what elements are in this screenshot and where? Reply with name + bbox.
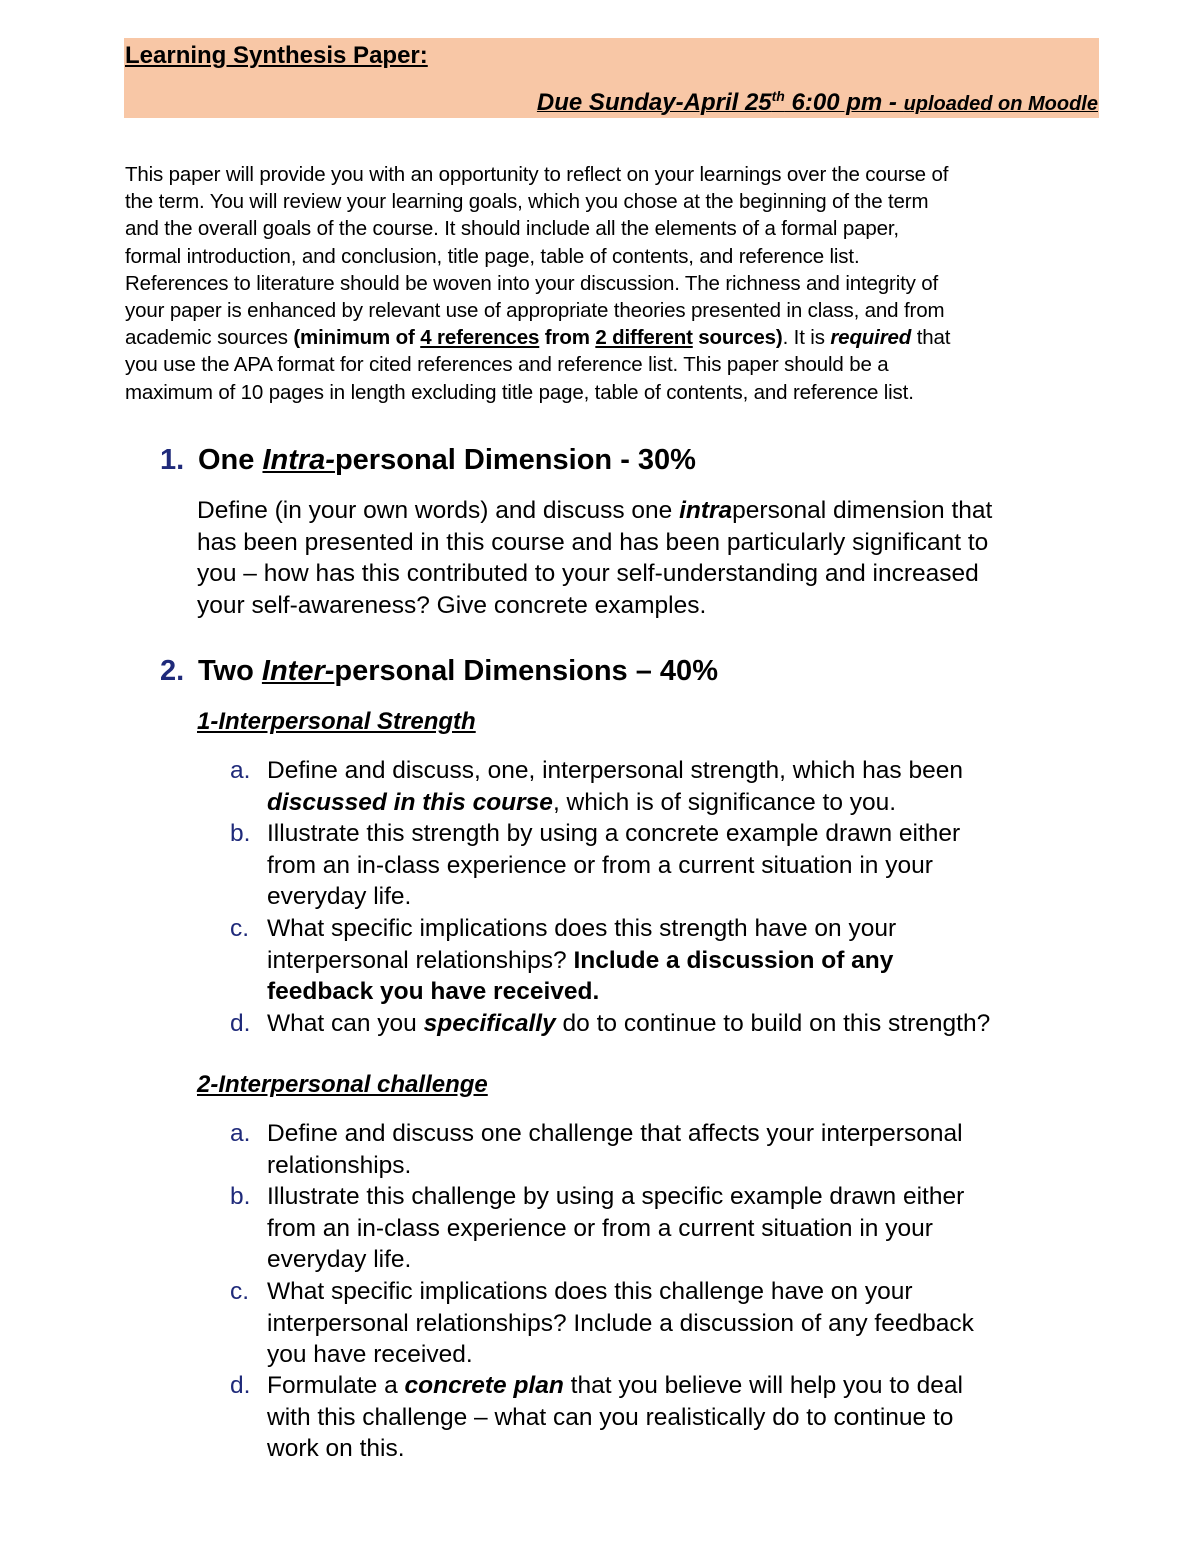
list-line: you have received. [267,1341,473,1368]
section-number: 1. [160,444,185,476]
intro-bold-underline-text: 4 references [420,326,540,350]
list-marker: a. [230,1120,251,1147]
list-line [267,787,963,819]
list-line [267,1370,963,1402]
intro-line: and the overall goals of the course. It should include all the elements of a formal paper, [125,217,899,241]
list-line: from an in-class experience or from a current situation in your [267,851,933,879]
intro-text: . It is [782,326,831,350]
list-marker: d. [230,1372,251,1399]
due-date [537,89,904,116]
list-text: do to continue to build on this strength? [555,1010,991,1037]
list-text: Formulate a [267,1372,405,1399]
list-line: What specific implications does this strength have on your [267,915,897,942]
section-heading-emphasis: Intra- [262,444,335,476]
challenge-subheading: 2-Interpersonal challenge [197,1071,488,1098]
list-item-text [267,755,963,818]
list-bold-italic-text: concrete plan [404,1372,564,1399]
list-item-text [267,818,960,913]
due-date-line [537,88,1098,121]
intro-line: formal introduction, and conclusion, title page, table of contents, and reference list. [125,244,860,268]
list-marker: c. [230,1278,250,1305]
document-title: Learning Synthesis Paper: [125,42,428,69]
list-item-text [267,1118,963,1181]
intro-bold-text: (minimum of [293,326,421,350]
section-number: 2. [160,655,185,687]
list-marker: c. [230,915,250,942]
list-marker: d. [230,1010,251,1037]
list-bold-text: Include a discussion of any [573,946,894,974]
list-item-text [267,1276,974,1371]
list-line: interpersonal relationships? Include a discussion of any feedback [267,1309,974,1337]
intro-paragraph [125,161,1100,406]
intro-line: References to literature should be woven into your discussion. The richness and integrity of [125,271,939,295]
list-line: relationships. [267,1151,412,1179]
section-heading-text: personal Dimensions – 40% [334,655,718,687]
intro-line: This paper will provide you with an opportunity to reflect on your learnings over the course of [125,163,949,186]
list-text: , which is of significance to you. [552,788,897,816]
list-line: everyday life. [267,883,412,910]
intro-bold-italic-text: required [830,326,912,350]
list-item-text [267,1181,964,1276]
due-date-text: Due Sunday-April 25 [536,89,772,116]
body-text: personal dimension that [732,497,993,524]
section-2-heading [160,654,718,688]
list-bold-italic-text: specifically [423,1010,556,1037]
list-marker: b. [230,820,251,847]
list-line: everyday life. [267,1246,412,1273]
body-line [197,495,992,527]
strength-subheading: 1-Interpersonal Strength [197,708,476,735]
body-bold-italic-text: intra [679,497,733,524]
intro-line: the term. You will review your learning goals, which you chose at the beginning of the term [125,190,929,214]
section-heading-text: personal Dimension - 30% [334,444,696,476]
intro-line: maximum of 10 pages in length excluding title page, table of contents, and reference list. [125,380,914,404]
intro-bold-underline-text: 2 different [595,326,693,350]
list-line-bold: feedback you have received. [267,978,600,1005]
section-heading-text: One [198,444,263,476]
list-marker: a. [230,757,251,784]
due-date-suffix: th [771,88,785,104]
section-heading-text: Two [198,655,262,687]
list-line: from an in-class experience or from a current situation in your [267,1214,933,1242]
list-item-text [267,1008,990,1040]
section-heading-emphasis: Inter- [261,655,335,687]
list-line: with this challenge – what can you realistically do to continue to [267,1403,954,1431]
intro-text: that [911,326,951,350]
list-text: interpersonal relationships? [267,946,574,974]
body-text: Define (in your own words) and discuss one [197,497,680,524]
section-1-body [197,495,992,621]
list-line: Define and discuss one challenge that affects your interpersonal [267,1120,963,1147]
body-line: your self-awareness? Give concrete examples. [197,591,707,619]
list-line [267,1008,990,1040]
intro-line: your paper is enhanced by relevant use of appropriate theories presented in class, and from [125,299,945,323]
list-text: What can you [267,1010,424,1037]
body-line: you – how has this contributed to your self-understanding and increased [197,560,979,587]
list-line: Define and discuss, one, interpersonal strength, which has been [267,757,963,784]
list-item-text [267,913,896,1008]
list-marker: b. [230,1183,251,1210]
due-time: 6:00 pm - [784,89,904,116]
intro-line-references [125,324,1100,351]
intro-bold-text: from [539,326,596,350]
section-1-heading [160,443,696,477]
list-line [267,945,896,977]
list-bold-italic-text: discussed in this course [267,788,553,816]
body-line: has been presented in this course and has been particularly significant to [197,528,989,556]
intro-line: you use the APA format for cited references and reference list. This paper should be a [125,353,889,377]
list-line: Illustrate this strength by using a concrete example drawn either [267,820,961,847]
upload-location: uploaded on Moodle [903,93,1098,115]
intro-text: academic sources [125,326,294,350]
list-line: work on this. [267,1435,405,1462]
list-text: that you believe will help you to deal [563,1372,963,1399]
intro-bold-text: sources) [692,326,783,350]
list-line: What specific implications does this challenge have on your [267,1278,913,1305]
list-line: Illustrate this challenge by using a specific example drawn either [267,1183,965,1210]
list-item-text [267,1370,963,1465]
